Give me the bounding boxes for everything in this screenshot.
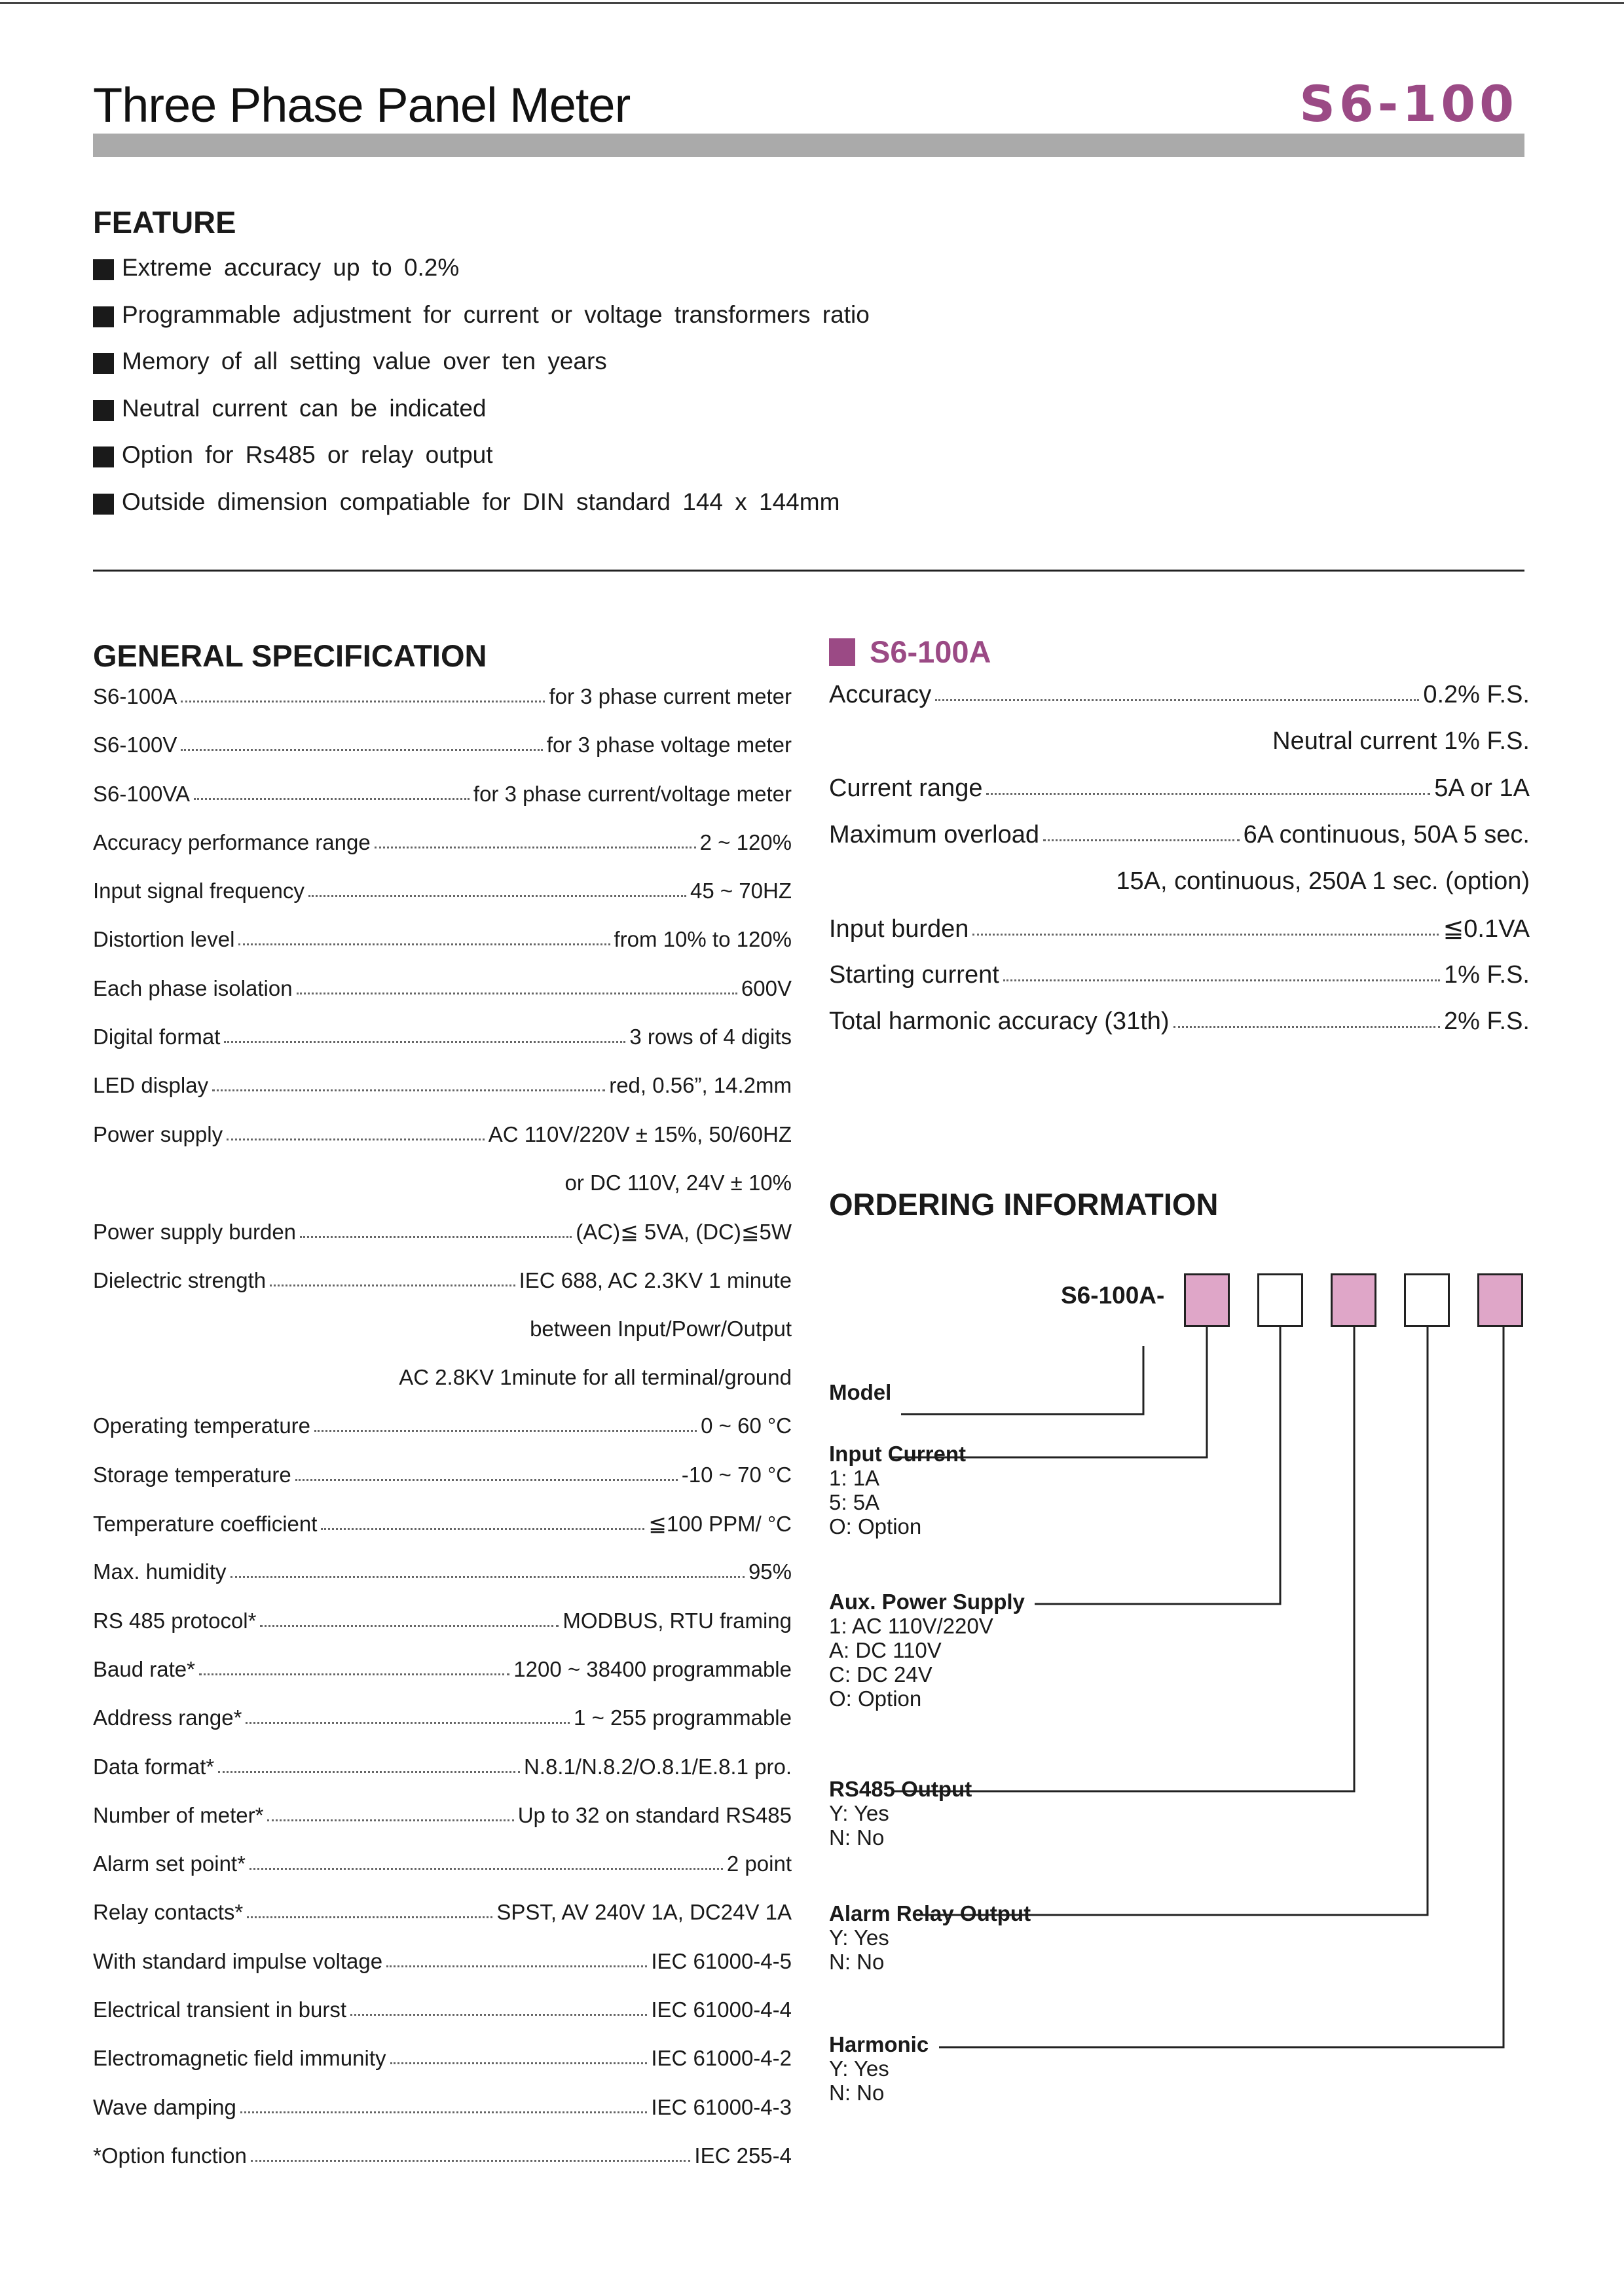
spec-label: Maximum overload (829, 820, 1039, 848)
spec-label: Relay contacts* (93, 1900, 244, 1925)
spec-label: Digital format (93, 1025, 221, 1049)
spec-value: 600V (741, 975, 792, 1000)
spec-label: Power supply burden (93, 1220, 297, 1245)
spec-label: Each phase isolation (93, 975, 293, 1000)
model-badge: S6-100 (1299, 75, 1518, 133)
spec-label: Alarm set point* (93, 1851, 246, 1876)
spec-label: Wave damping (93, 2094, 236, 2119)
spec-label: Data format* (93, 1754, 215, 1779)
order-model-label: Model (829, 1380, 892, 1404)
spec-label: Accuracy performance range (93, 829, 371, 854)
spec-value: AC 110V/220V ± 15%, 50/60HZ (488, 1121, 792, 1146)
order-group-rs485: RS485 Output Y: Yes N: No (829, 1777, 972, 1850)
spec-label: Accuracy (829, 681, 932, 708)
spec-label: Max. humidity (93, 1559, 227, 1584)
spec-label: Input burden (829, 915, 969, 943)
spec-value: IEC 61000-4-4 (651, 1997, 792, 2022)
connector-aux-power (1035, 1327, 1280, 1604)
spec-label: S6-100V (93, 733, 177, 757)
order-group-aux-power: Aux. Power Supply 1: AC 110V/220V A: DC 110V C: DC 24V O: Option (829, 1590, 1025, 1711)
spec-value: 3 rows of 4 digits (629, 1025, 792, 1049)
s6-100a-heading: S6-100A (829, 634, 991, 670)
spec-value: 2 point (726, 1851, 792, 1876)
spec-label: Baud rate* (93, 1656, 195, 1681)
spec-value: 2% F.S. (1444, 1008, 1530, 1036)
spec-label: Dielectric strength (93, 1267, 267, 1292)
spec-value: Up to 32 on standard RS485 (517, 1802, 792, 1827)
spec-value: ≦0.1VA (1443, 915, 1530, 943)
spec-value: 45 ~ 70HZ (690, 879, 792, 903)
spec-value: SPST, AV 240V 1A, DC24V 1A (496, 1900, 792, 1925)
feature-item: Outside dimension compatiable for DIN standard 144 x 144mm (93, 488, 870, 536)
connector-input-current (891, 1327, 1207, 1457)
spec-value: IEC 688, AC 2.3KV 1 minute (519, 1267, 792, 1292)
order-group-harmonic: Harmonic Y: Yes N: No (829, 2032, 929, 2105)
spec-value: MODBUS, RTU framing (563, 1608, 792, 1633)
spec-value: from 10% to 120% (614, 927, 792, 952)
spec-label: Storage temperature (93, 1462, 291, 1487)
spec-value: for 3 phase voltage meter (546, 733, 792, 757)
spec-value: 1 ~ 255 programmable (574, 1705, 792, 1730)
spec-value: IEC 255-4 (694, 2143, 792, 2168)
spec-value: ≦100 PPM/ °C (648, 1512, 792, 1537)
spec-label: Number of meter* (93, 1802, 264, 1827)
spec-value: -10 ~ 70 °C (681, 1462, 792, 1487)
spec-label: LED display (93, 1073, 209, 1098)
spec-label: Total harmonic accuracy (31th) (829, 1008, 1170, 1036)
feature-item: Memory of all setting value over ten years (93, 348, 870, 395)
general-spec-heading: GENERAL SPECIFICATION (93, 638, 487, 673)
spec-value: Neutral current 1% F.S. (1272, 727, 1530, 756)
spec-label: Starting current (829, 960, 999, 989)
spec-value: (AC)≦ 5VA, (DC)≦5W (576, 1220, 792, 1245)
spec-value: 1% F.S. (1444, 960, 1530, 989)
spec-value: AC 2.8KV 1minute for all terminal/ground (399, 1365, 792, 1390)
spec-value: 15A, continuous, 250A 1 sec. (option) (1116, 867, 1530, 896)
ordering-heading: ORDERING INFORMATION (829, 1187, 1219, 1222)
connector-model (901, 1346, 1143, 1414)
order-code-prefix: S6-100A- (1061, 1282, 1165, 1309)
spec-value: for 3 phase current/voltage meter (473, 781, 792, 806)
spec-label: RS 485 protocol* (93, 1608, 257, 1633)
order-group-alarm-relay: Alarm Relay Output Y: Yes N: No (829, 1901, 1031, 1974)
spec-label: Temperature coefficient (93, 1512, 318, 1537)
feature-item: Neutral current can be indicated (93, 395, 870, 442)
spec-value: 0 ~ 60 °C (701, 1413, 792, 1438)
feature-item: Extreme accuracy up to 0.2% (93, 254, 870, 301)
spec-value: 95% (748, 1559, 792, 1584)
spec-value: for 3 phase current meter (549, 684, 792, 708)
spec-label: *Option function (93, 2143, 247, 2168)
spec-value: 2 ~ 120% (699, 829, 792, 854)
spec-label: Electromagnetic field immunity (93, 2046, 386, 2071)
feature-item: Option for Rs485 or relay output (93, 441, 870, 488)
spec-value: N.8.1/N.8.2/O.8.1/E.8.1 pro. (523, 1754, 792, 1779)
spec-label: Distortion level (93, 927, 235, 952)
page-title: Three Phase Panel Meter (93, 78, 631, 132)
spec-value: 0.2% F.S. (1423, 681, 1530, 708)
spec-value: between Input/Powr/Output (530, 1316, 792, 1341)
spec-label: Current range (829, 774, 983, 802)
feature-item: Programmable adjustment for current or voltage transformers ratio (93, 301, 870, 348)
order-group-input-current: Input Current 1: 1A 5: 5A O: Option (829, 1442, 966, 1539)
spec-value: IEC 61000-4-2 (651, 2046, 792, 2071)
spec-label: S6-100A (93, 684, 177, 708)
spec-value: 1200 ~ 38400 programmable (513, 1656, 792, 1681)
spec-value: 5A or 1A (1434, 774, 1530, 802)
spec-value: IEC 61000-4-5 (651, 1948, 792, 1973)
spec-value: red, 0.56”, 14.2mm (609, 1073, 792, 1098)
spec-label: Electrical transient in burst (93, 1997, 346, 2022)
feature-heading: FEATURE (93, 205, 236, 240)
spec-value: 6A continuous, 50A 5 sec. (1243, 820, 1530, 848)
spec-label: Operating temperature (93, 1413, 311, 1438)
spec-label: Power supply (93, 1121, 223, 1146)
spec-value: or DC 110V, 24V ± 10% (564, 1170, 792, 1195)
spec-label: With standard impulse voltage (93, 1948, 383, 1973)
connector-rs485 (892, 1327, 1354, 1791)
spec-label: Input signal frequency (93, 879, 304, 903)
spec-label: Address range* (93, 1705, 242, 1730)
spec-label: S6-100VA (93, 781, 190, 806)
spec-value: IEC 61000-4-3 (651, 2094, 792, 2119)
